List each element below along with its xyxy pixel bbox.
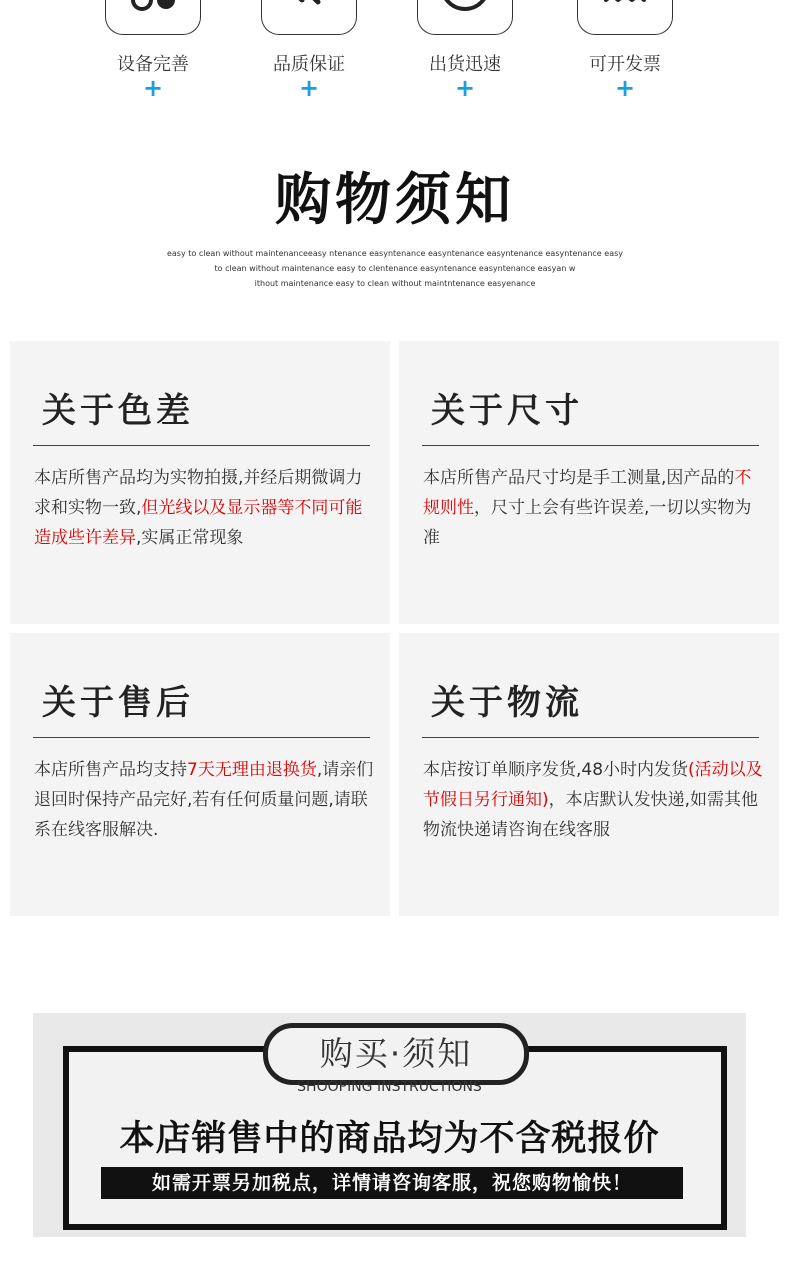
quality-icon [261, 0, 357, 35]
card-text: 本店所售产品均为实物拍摄,并经后期微调力求和实物一致, [34, 468, 363, 518]
plus-icon: + [454, 74, 476, 102]
card-body [423, 755, 763, 845]
banner-strip: 如需开票另加税点，详情请咨询客服，祝您购物愉快！ [101, 1167, 683, 1199]
card-size [399, 341, 779, 624]
feature-label: 出货迅速 [429, 54, 501, 75]
banner-headline: 本店销售中的商品均为不含税报价 [119, 1119, 660, 1159]
card-text: ,实属正常现象 [136, 528, 244, 548]
feature-label: 品质保证 [273, 54, 345, 75]
plus-icon: + [298, 74, 320, 102]
banner-pill-title: 购买·须知 [263, 1023, 529, 1085]
card-highlight: 7天无理由退换货 [187, 760, 317, 780]
card-text: ，尺寸上会有些许误差,一切以实物为准 [423, 498, 752, 548]
feature-label: 可开发票 [589, 54, 661, 75]
card-divider [422, 445, 759, 446]
card-logistics [399, 633, 779, 916]
card-divider [422, 737, 759, 738]
plus-icon: + [614, 74, 636, 102]
card-highlight: (活动以及节假日另行通知) [423, 760, 763, 810]
section-subtitle-line: easy to clean without maintenanceeasy ntenance easyntenance easyntenance easyntenance easyntenance easy [166, 249, 623, 258]
invoice-icon [577, 0, 673, 35]
card-body [34, 755, 374, 845]
card-text: ，本店默认发快递,如需其他物流快递请咨询在线客服 [423, 790, 759, 840]
banner-english-subtitle: SHOOPING INSTRUCTIONS [297, 1079, 482, 1095]
section-subtitle-line: ithout maintenance easy to clean without maintntenance easyenance [254, 279, 536, 288]
equipment-icon [105, 0, 201, 35]
card-text: 本店所售产品尺寸均是手工测量,因产品的 [423, 468, 735, 488]
card-body [34, 463, 374, 553]
card-body [423, 463, 763, 553]
card-highlight: 但光线以及显示器等不同可能造成些许差异 [34, 498, 363, 548]
card-divider [33, 445, 370, 446]
card-highlight: 不规则性 [423, 468, 752, 518]
card-title: 关于尺寸 [431, 391, 583, 431]
card-title: 关于物流 [431, 683, 583, 723]
card-text: 本店按订单顺序发货,48小时内发货 [423, 760, 689, 780]
card-text: ,请亲们退回时保持产品完好,若有任何质量问题,请联系在线客服解决. [34, 760, 374, 840]
card-divider [33, 737, 370, 738]
section-subtitle-line: to clean without maintenance easy to clentenance easyntenance easyntenance easyan w [214, 264, 576, 273]
plus-icon: + [142, 74, 164, 102]
card-text: 本店所售产品均支持 [34, 760, 187, 780]
shipping-icon [417, 0, 513, 35]
feature-label: 设备完善 [117, 54, 189, 75]
card-color-difference [10, 341, 390, 624]
card-title: 关于售后 [42, 683, 194, 723]
section-title: 购物须知 [275, 168, 515, 233]
card-after-sales [10, 633, 390, 916]
purchase-notice-banner [33, 1013, 746, 1237]
card-title: 关于色差 [42, 391, 194, 431]
